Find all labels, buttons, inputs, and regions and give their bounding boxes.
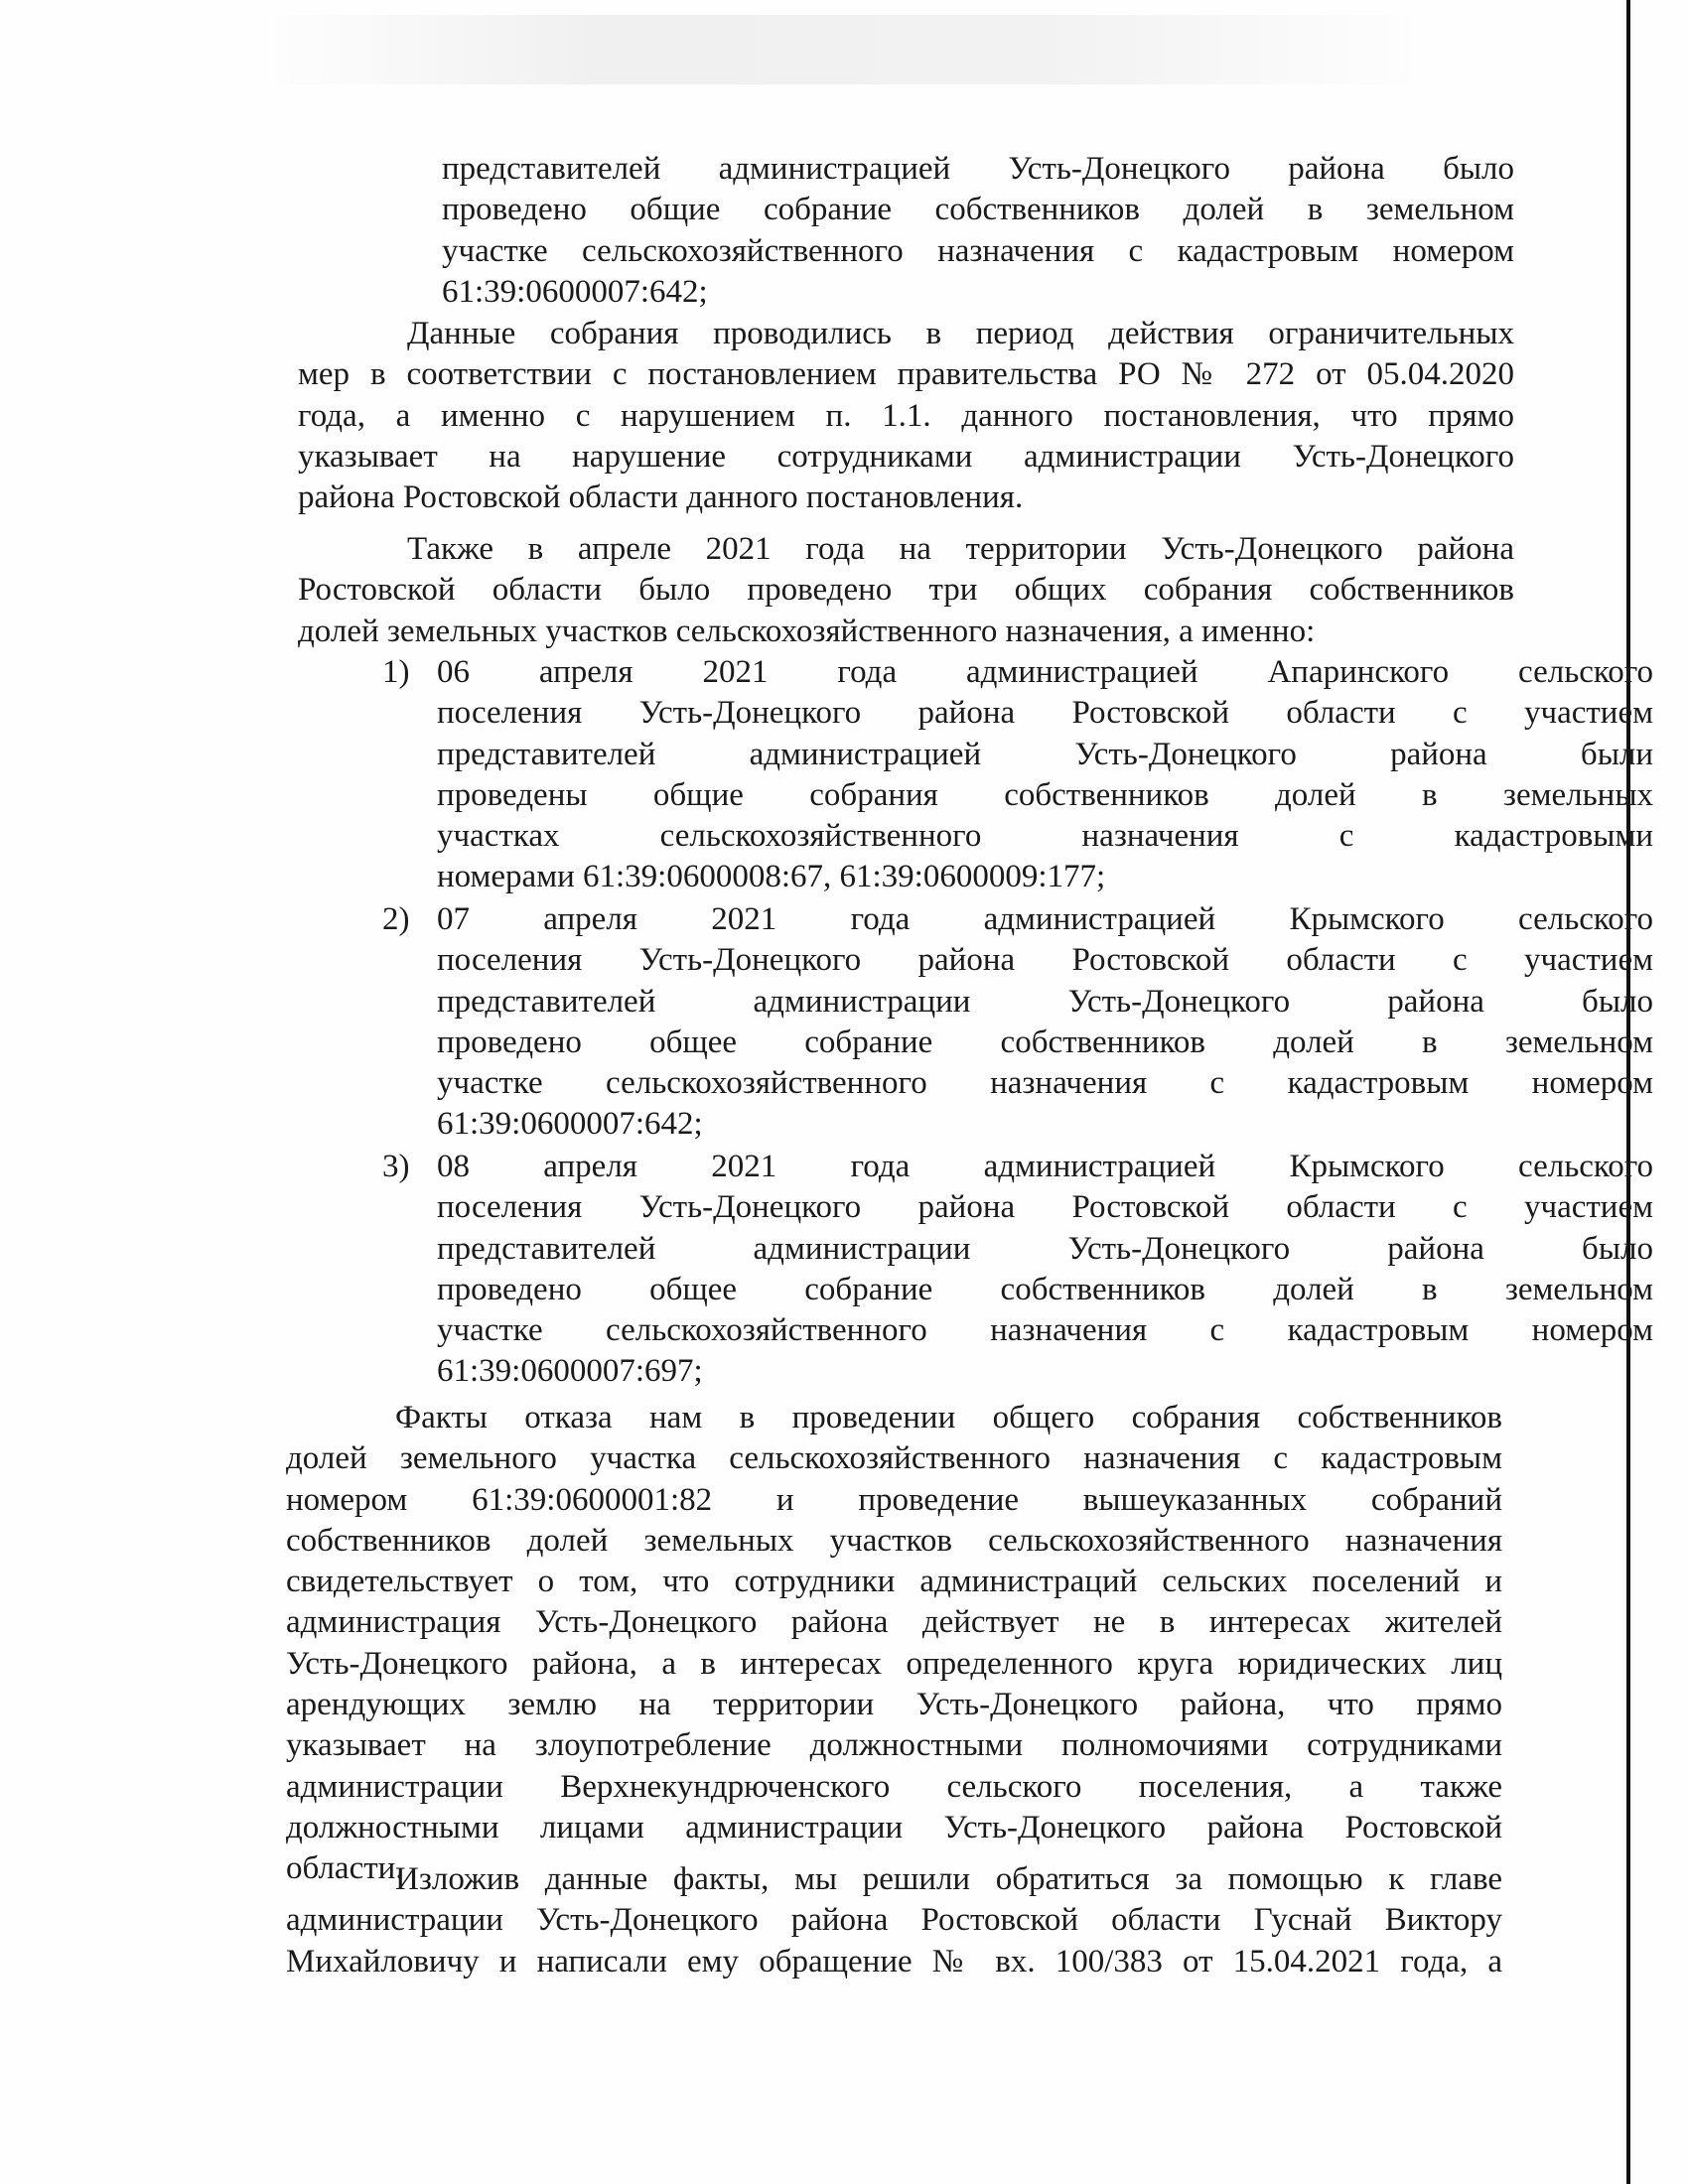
april-meetings-paragraph [298, 529, 1514, 652]
text-line: указывает на нарушение сотрудниками администрации Усть-Донецкого [298, 438, 1514, 475]
text-line: проведено общее собрание собственников долей в земельном [437, 1271, 1653, 1307]
appeal-paragraph [286, 1859, 1502, 1982]
text-line: 06 апреля 2021 года администрацией Апаринского сельского [437, 654, 1653, 690]
text-line: года, а именно с нарушением п. 1.1. данного постановления, что прямо [298, 397, 1514, 434]
text-line: 61:39:0600007:642; [437, 1106, 703, 1143]
text-line: района Ростовской области данного постановления. [298, 479, 1024, 516]
text-line: Также в апреле 2021 года на территории Усть-Донецкого района [407, 531, 1514, 567]
text-line: участке сельскохозяйственного назначения с кадастровым номером [442, 232, 1514, 269]
text-line: области. [286, 1850, 404, 1887]
text-line: арендующих землю на территории Усть-Донецкого района, что прямо [286, 1687, 1502, 1723]
text-line: Михайловичу и написали ему обращение № вх. 100/383 от 15.04.2021 года, а [286, 1943, 1502, 1979]
facts-paragraph [286, 1398, 1502, 1890]
text-line: участке сельскохозяйственного назначения с кадастровым номером [437, 1312, 1653, 1349]
text-line: Изложив данные факты, мы решили обратиться за помощью к главе [395, 1861, 1502, 1897]
text-line: номерами 61:39:0600008:67, 61:39:0600009:177; [437, 859, 1106, 895]
text-line: проведено общие собрание собственников долей в земельном [442, 192, 1514, 228]
text-line: свидетельствует о том, что сотрудники администраций сельских поселений и [286, 1564, 1502, 1600]
text-line: номером 61:39:0600001:82 и проведение вышеуказанных собраний [286, 1481, 1502, 1518]
text-line: Данные собрания проводились в период действия ограничительных [407, 316, 1514, 351]
list-number: 1) [382, 654, 410, 690]
text-line: поселения Усть-Донецкого района Ростовской области с участием [437, 695, 1653, 732]
text-line: администрация Усть-Донецкого района действует не в интересах жителей [286, 1604, 1502, 1641]
text-line: представителей администрацией Усть-Донецкого района были [437, 736, 1653, 772]
list-item [298, 652, 1653, 898]
text-line: собственников долей земельных участков сельскохозяйственного назначения [286, 1522, 1502, 1559]
text-line: должностными лицами администрации Усть-Донецкого района Ростовской [286, 1809, 1502, 1845]
text-line: Ростовской области было проведено три общих собрания собственников [298, 572, 1514, 609]
text-line: проведены общие собрания собственников долей в земельных [437, 776, 1653, 813]
text-line: участке сельскохозяйственного назначения с кадастровым номером [437, 1065, 1653, 1102]
restrictions-paragraph [298, 314, 1514, 518]
text-line: представителей администрации Усть-Донецкого района было [437, 1230, 1653, 1267]
text-line: администрации Усть-Донецкого района Ростовской области Гуснай Виктору [286, 1902, 1502, 1939]
text-line: долей земельных участков сельскохозяйственного назначения, а именно: [298, 613, 1316, 649]
scan-smudge [258, 15, 1430, 84]
text-line: Факты отказа нам в проведении общего собрания собственников [395, 1400, 1502, 1435]
text-line: представителей администрации Усть-Донецкого района было [437, 983, 1653, 1020]
text-line: 08 апреля 2021 года администрацией Крымского сельского [437, 1149, 1653, 1184]
continuation-paragraph [442, 149, 1514, 313]
text-line: 61:39:0600007:697; [437, 1353, 703, 1390]
text-line: долей земельного участка сельскохозяйственного назначения с кадастровым [286, 1440, 1502, 1477]
text-line: мер в соответствии с постановлением правительства РО № 272 от 05.04.2020 [298, 356, 1514, 393]
list-number: 2) [382, 901, 410, 937]
text-line: 07 апреля 2021 года администрацией Крымского сельского [437, 901, 1653, 937]
text-line: указывает на злоупотребление должностными полномочиями сотрудниками [286, 1727, 1502, 1764]
text-line: поселения Усть-Донецкого района Ростовской области с участием [437, 1189, 1653, 1226]
list-number: 3) [382, 1149, 410, 1184]
text-line: 61:39:0600007:642; [442, 273, 708, 310]
text-line: Усть-Донецкого района, а в интересах определенного круга юридических лиц [286, 1645, 1502, 1682]
list-item [298, 1147, 1653, 1393]
text-line: администрации Верхнекундрюченского сельского поселения, а также [286, 1768, 1502, 1805]
list-item [298, 899, 1653, 1146]
text-line: поселения Усть-Донецкого района Ростовской области с участием [437, 942, 1653, 979]
text-line: проведено общее собрание собственников долей в земельном [437, 1024, 1653, 1060]
text-line: представителей администрацией Усть-Донецкого района было [442, 151, 1514, 187]
text-line: участках сельскохозяйственного назначения с кадастровыми [437, 818, 1653, 855]
